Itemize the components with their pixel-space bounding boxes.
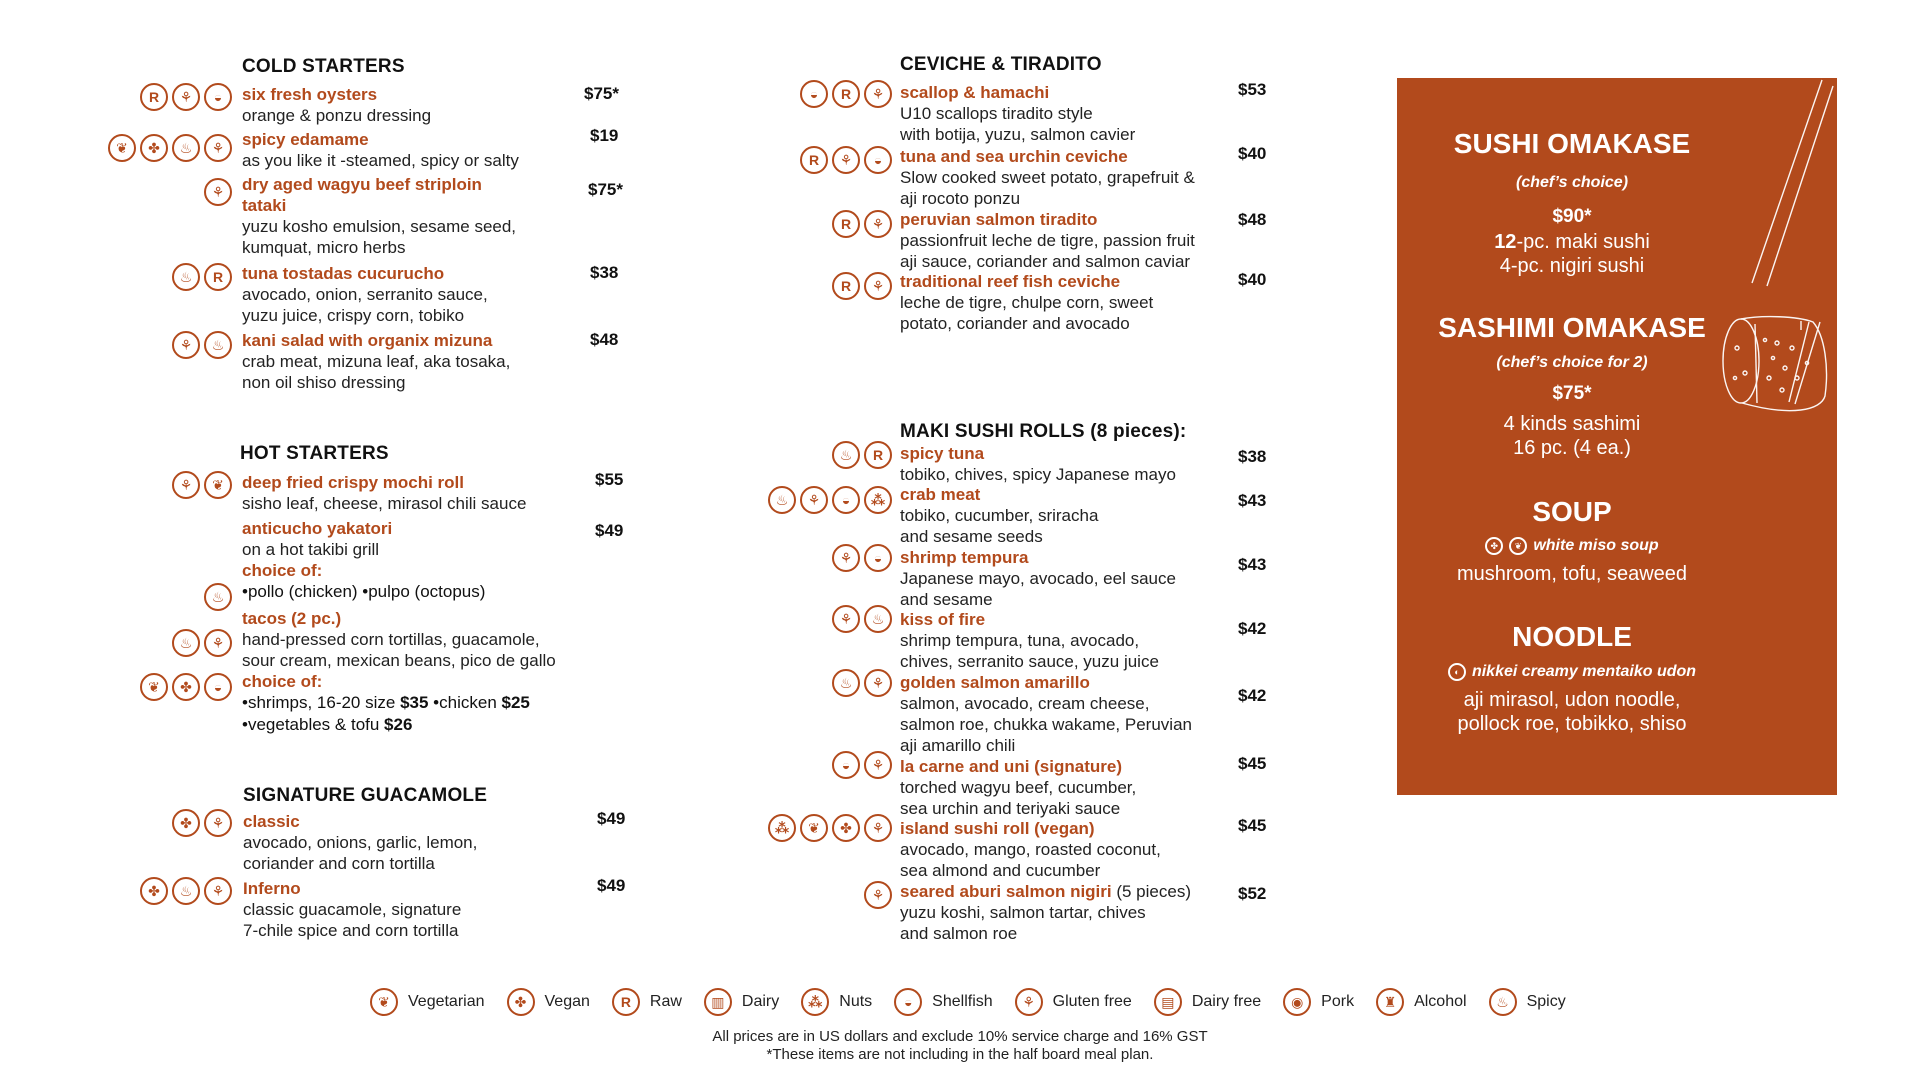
footer-note-prices: All prices are in US dollars and exclude 10% service charge and 16% GST: [712, 1028, 1208, 1045]
chili-icon: ♨: [172, 629, 200, 657]
leaf-icon: ❦: [1509, 537, 1527, 555]
wheat-icon: ⚘: [204, 134, 232, 162]
wheat-icon: ⚘: [864, 210, 892, 238]
menu-item: [900, 672, 1460, 756]
menu-item: [242, 263, 802, 326]
item-name: kiss of fire: [900, 610, 986, 629]
soup-desc: mushroom, tofu, seaweed: [1456, 563, 1688, 585]
menu-item: [900, 271, 1460, 334]
legend-item: ◉ Pork: [1283, 988, 1354, 1016]
item-description: tobiko, cucumber, sriracha and sesame seeds: [900, 506, 1099, 546]
legend-item: ♨ Spicy: [1489, 988, 1566, 1016]
item-name: crab meat: [900, 485, 981, 504]
item-name: deep fried crispy mochi roll: [242, 473, 465, 492]
wheat-icon: ⚘: [172, 83, 200, 111]
item-name: shrimp tempura: [900, 548, 1029, 567]
sprout-icon: ✤: [172, 673, 200, 701]
item-icons: [760, 210, 892, 238]
item-name: six fresh oysters: [242, 85, 378, 104]
wheat-icon: ⚘: [204, 629, 232, 657]
chili-icon: ♨: [204, 583, 232, 611]
chili-icon: ♨: [172, 263, 200, 291]
item-name: scallop & hamachi: [900, 83, 1050, 102]
item-icons: [100, 178, 232, 206]
item-description: hand-pressed corn tortillas, guacamole, sour cream, mexican beans, pico de gallo: [242, 630, 556, 670]
maki-title: MAKI SUSHI ROLLS (8 pieces):: [900, 421, 1187, 442]
item-price: $42: [1238, 619, 1267, 638]
item-description: orange & ponzu dressing: [242, 106, 432, 125]
item-icons: [100, 673, 232, 701]
wheat-icon: ⚘: [832, 605, 860, 633]
item-price: $38: [590, 263, 619, 282]
raw-icon: R: [204, 263, 232, 291]
choice-options-line1: •shrimps, 16-20 size $35 •chicken $25: [242, 693, 530, 712]
hot-starters-title: HOT STARTERS: [240, 443, 389, 464]
item-price: $38: [1238, 447, 1267, 466]
wheat-icon: ⚘: [204, 877, 232, 905]
item-name: classic: [243, 812, 300, 831]
wheat-icon: ⚘: [204, 809, 232, 837]
ceviche-title: CEVICHE & TIRADITO: [900, 54, 1102, 75]
item-price: $52: [1238, 884, 1267, 903]
item-icons: [760, 669, 892, 697]
raw-icon: R: [832, 272, 860, 300]
item-icons: [760, 272, 892, 300]
wheat-icon: ⚘: [1015, 988, 1043, 1016]
item-description: yuzu kosho emulsion, sesame seed, kumquat, micro herbs: [242, 217, 517, 257]
cold-starters-title: COLD STARTERS: [242, 56, 405, 77]
chili-icon: ♨: [768, 486, 796, 514]
item-description: avocado, onion, serranito sauce, yuzu juice, crispy corn, tobiko: [242, 285, 488, 325]
item-price: $40: [1238, 144, 1267, 163]
item-icons: [100, 83, 232, 111]
choice-label: choice of:: [242, 561, 323, 580]
chili-icon: ♨: [832, 441, 860, 469]
sushi-omakase-line2: 4-pc. nigiri sushi: [1499, 255, 1645, 277]
item-name: tuna and sea urchin ceviche: [900, 147, 1128, 166]
item-icons: [760, 881, 892, 909]
raw-icon: R: [140, 83, 168, 111]
item-name: spicy tuna: [900, 444, 985, 463]
raw-icon: R: [612, 988, 640, 1016]
shell-icon: ◒: [864, 146, 892, 174]
item-description: torched wagyu beef, cucumber, sea urchin and teriyaki sauce: [900, 778, 1137, 818]
sushi-omakase-note: (chef’s choice): [1515, 174, 1629, 191]
sashimi-omakase-price: $75*: [1552, 383, 1592, 404]
item-price: $19: [590, 126, 619, 145]
item-name: golden salmon amarillo: [900, 673, 1090, 692]
item-price: $45: [1238, 754, 1267, 773]
legend-item: ❦ Vegetarian: [370, 988, 485, 1016]
wheat-icon: ⚘: [832, 544, 860, 572]
item-price: $42: [1238, 686, 1267, 705]
shell-icon: ◒: [832, 486, 860, 514]
legend-item: R Raw: [612, 988, 682, 1016]
item-icons: [100, 809, 232, 837]
half-moon-icon: ◐: [1448, 663, 1466, 681]
item-name: Inferno: [243, 879, 301, 898]
wheat-icon: ⚘: [864, 881, 892, 909]
item-description: Japanese mayo, avocado, eel sauce and sesame: [900, 569, 1176, 609]
milk-crossed-icon: ▤: [1154, 988, 1182, 1016]
sprout-icon: ✤: [140, 134, 168, 162]
legend-item: ◒ Shellfish: [894, 988, 992, 1016]
menu-item: [243, 878, 803, 941]
nuts-icon: ⁂: [801, 988, 829, 1016]
choice-options: •pollo (chicken) •pulpo (octopus): [242, 582, 486, 601]
item-name: kani salad with organix mizuna: [242, 331, 493, 350]
menu-item: [900, 818, 1460, 881]
chili-icon: ♨: [832, 669, 860, 697]
guacamole-title: SIGNATURE GUACAMOLE: [243, 785, 488, 806]
legend-item: ✤ Vegan: [507, 988, 590, 1016]
soup-title: SOUP: [1532, 496, 1612, 527]
item-description: leche de tigre, chulpe corn, sweet potato, coriander and avocado: [900, 293, 1154, 333]
item-price: $40: [1238, 270, 1267, 289]
item-icons: [740, 814, 892, 842]
legend-item: ⁂ Nuts: [801, 988, 872, 1016]
wheat-icon: ⚘: [800, 486, 828, 514]
item-icons: [100, 877, 232, 905]
sprout-icon: ✤: [1485, 537, 1503, 555]
menu-item: [900, 756, 1460, 819]
raw-icon: R: [864, 441, 892, 469]
item-description: avocado, onions, garlic, lemon, coriander and corn tortilla: [243, 833, 478, 873]
wheat-icon: ⚘: [172, 331, 200, 359]
milk-icon: ▥: [704, 988, 732, 1016]
wheat-icon: ⚘: [864, 751, 892, 779]
shell-icon: ◒: [894, 988, 922, 1016]
choice-label: choice of:: [242, 672, 323, 691]
legend-item: ♜ Alcohol: [1376, 988, 1466, 1016]
item-price: $45: [1238, 816, 1267, 835]
wheat-icon: ⚘: [864, 814, 892, 842]
item-name: anticucho yakatori: [242, 519, 393, 538]
menu-item: [900, 443, 1460, 485]
item-icons: [760, 605, 892, 633]
item-description: on a hot takibi grill: [242, 540, 380, 559]
item-price: $49: [595, 521, 624, 540]
item-description: classic guacamole, signature 7-chile spice and corn tortilla: [243, 900, 462, 940]
item-icons: [760, 441, 892, 469]
menu-item: [900, 209, 1460, 272]
item-name: spicy edamame: [242, 130, 369, 149]
nuts-icon: ⁂: [864, 486, 892, 514]
raw-icon: R: [832, 210, 860, 238]
shell-icon: ◒: [800, 80, 828, 108]
item-description: sisho leaf, cheese, mirasol chili sauce: [242, 494, 527, 513]
noodle-desc: aji mirasol, udon noodle, pollock roe, tobikko, shiso: [1457, 689, 1687, 735]
leaf-icon: ❦: [370, 988, 398, 1016]
soup-name: white miso soup: [1533, 537, 1659, 554]
legend-item: ▤ Dairy free: [1154, 988, 1261, 1016]
leaf-icon: ❦: [204, 471, 232, 499]
item-description: as you like it -steamed, spicy or salty: [242, 151, 519, 170]
item-name: traditional reef fish ceviche: [900, 272, 1121, 291]
item-description: salmon, avocado, cream cheese, salmon roe, chukka wakame, Peruvian aji amarillo chili: [900, 694, 1192, 755]
soup-name-row: [1397, 537, 1747, 555]
sushi-omakase-price: $90*: [1552, 206, 1592, 227]
wheat-icon: ⚘: [204, 178, 232, 206]
sprout-icon: ✤: [507, 988, 535, 1016]
menu-item: [242, 472, 802, 514]
pig-icon: ◉: [1283, 988, 1311, 1016]
item-icons: [740, 486, 892, 514]
wheat-icon: ⚘: [864, 80, 892, 108]
sushi-omakase-title: SUSHI OMAKASE: [1453, 128, 1691, 159]
item-description: shrimp tempura, tuna, avocado, chives, serranito sauce, yuzu juice: [900, 631, 1159, 671]
wheat-icon: ⚘: [832, 146, 860, 174]
item-price: $49: [597, 876, 626, 895]
sashimi-omakase-title: SASHIMI OMAKASE: [1438, 312, 1706, 343]
allergen-legend: [370, 988, 1566, 1016]
item-icons: [100, 629, 232, 657]
item-name: island sushi roll (vegan): [900, 819, 1095, 838]
sushi-omakase-line1: 12-pc. maki sushi: [1494, 231, 1650, 253]
shell-icon: ◒: [832, 751, 860, 779]
item-price: $75*: [588, 180, 623, 199]
menu-item: [243, 811, 803, 874]
item-icons: [100, 331, 232, 359]
item-description: crab meat, mizuna leaf, aka tosaka, non oil shiso dressing: [242, 352, 511, 392]
sprout-icon: ✤: [172, 809, 200, 837]
item-icons: [100, 583, 232, 611]
menu-item: [900, 547, 1460, 610]
noodle-name-row: [1397, 663, 1747, 681]
item-icons: [100, 471, 232, 499]
item-name: peruvian salmon tiradito: [900, 210, 1098, 229]
menu-item: [900, 146, 1460, 209]
item-description: Slow cooked sweet potato, grapefruit & aji rocoto ponzu: [900, 168, 1195, 208]
item-icons: [80, 134, 232, 162]
chili-icon: ♨: [204, 331, 232, 359]
item-name: dry aged wagyu beef striploin tataki: [242, 175, 482, 215]
item-price: $48: [590, 330, 619, 349]
item-icons: [100, 263, 232, 291]
menu-item: [900, 609, 1460, 672]
legend-item: ⚘ Gluten free: [1015, 988, 1132, 1016]
noodle-title: NOODLE: [1512, 621, 1632, 652]
item-icons: [760, 146, 892, 174]
item-price: $43: [1238, 555, 1267, 574]
legend-item: ▥ Dairy: [704, 988, 779, 1016]
item-name: tacos (2 pc.): [242, 609, 342, 628]
nuts-icon: ⁂: [768, 814, 796, 842]
item-icons: [760, 80, 892, 108]
item-price: $55: [595, 470, 624, 489]
item-description: avocado, mango, roasted coconut, sea almond and cucumber: [900, 840, 1161, 880]
sprout-icon: ✤: [832, 814, 860, 842]
menu-item: [242, 518, 802, 603]
chili-icon: ♨: [864, 605, 892, 633]
menu-item: [242, 608, 802, 736]
raw-icon: R: [800, 146, 828, 174]
item-name: seared aburi salmon nigiri (5 pieces): [900, 882, 1191, 901]
leaf-icon: ❦: [108, 134, 136, 162]
menu-item: [900, 82, 1460, 145]
item-price: $43: [1238, 491, 1267, 510]
menu-item: [242, 174, 802, 258]
item-icons: [760, 751, 892, 779]
footer-note-halfboard: *These items are not including in the half board meal plan.: [766, 1046, 1154, 1063]
menu-item: [900, 484, 1460, 547]
item-price: $53: [1238, 80, 1267, 99]
item-icons: [760, 544, 892, 572]
item-name: tuna tostadas cucurucho: [242, 264, 445, 283]
item-price: $75*: [584, 84, 619, 103]
chili-icon: ♨: [172, 877, 200, 905]
leaf-icon: ❦: [800, 814, 828, 842]
chili-icon: ♨: [1489, 988, 1517, 1016]
shell-icon: ◒: [204, 673, 232, 701]
chili-icon: ♨: [172, 134, 200, 162]
item-description: tobiko, chives, spicy Japanese mayo: [900, 465, 1176, 484]
raw-icon: R: [832, 80, 860, 108]
item-price: $49: [597, 809, 626, 828]
wheat-icon: ⚘: [864, 272, 892, 300]
wheat-icon: ⚘: [864, 669, 892, 697]
bottle-icon: ♜: [1376, 988, 1404, 1016]
noodle-name: nikkei creamy mentaiko udon: [1471, 663, 1697, 680]
leaf-icon: ❦: [140, 673, 168, 701]
item-name: la carne and uni (signature): [900, 757, 1122, 776]
menu-item: [242, 129, 802, 171]
item-description: passionfruit leche de tigre, passion fruit aji sauce, coriander and salmon caviar: [900, 231, 1195, 271]
shell-icon: ◒: [864, 544, 892, 572]
menu-item: [900, 881, 1460, 944]
sashimi-omakase-desc: 4 kinds sashimi 16 pc. (4 ea.): [1503, 413, 1641, 459]
omakase-panel: [1397, 78, 1837, 795]
sprout-icon: ✤: [140, 877, 168, 905]
menu-item: [242, 330, 802, 393]
choice-options-line2: •vegetables & tofu $26: [242, 715, 413, 734]
shell-icon: ◒: [204, 83, 232, 111]
item-description: yuzu koshi, salmon tartar, chives and salmon roe: [900, 903, 1146, 943]
wheat-icon: ⚘: [172, 471, 200, 499]
menu-item: [242, 84, 802, 126]
item-price: $48: [1238, 210, 1267, 229]
item-description: U10 scallops tiradito style with botija, yuzu, salmon cavier: [900, 104, 1136, 144]
sashimi-omakase-note: (chef’s choice for 2): [1496, 354, 1648, 371]
